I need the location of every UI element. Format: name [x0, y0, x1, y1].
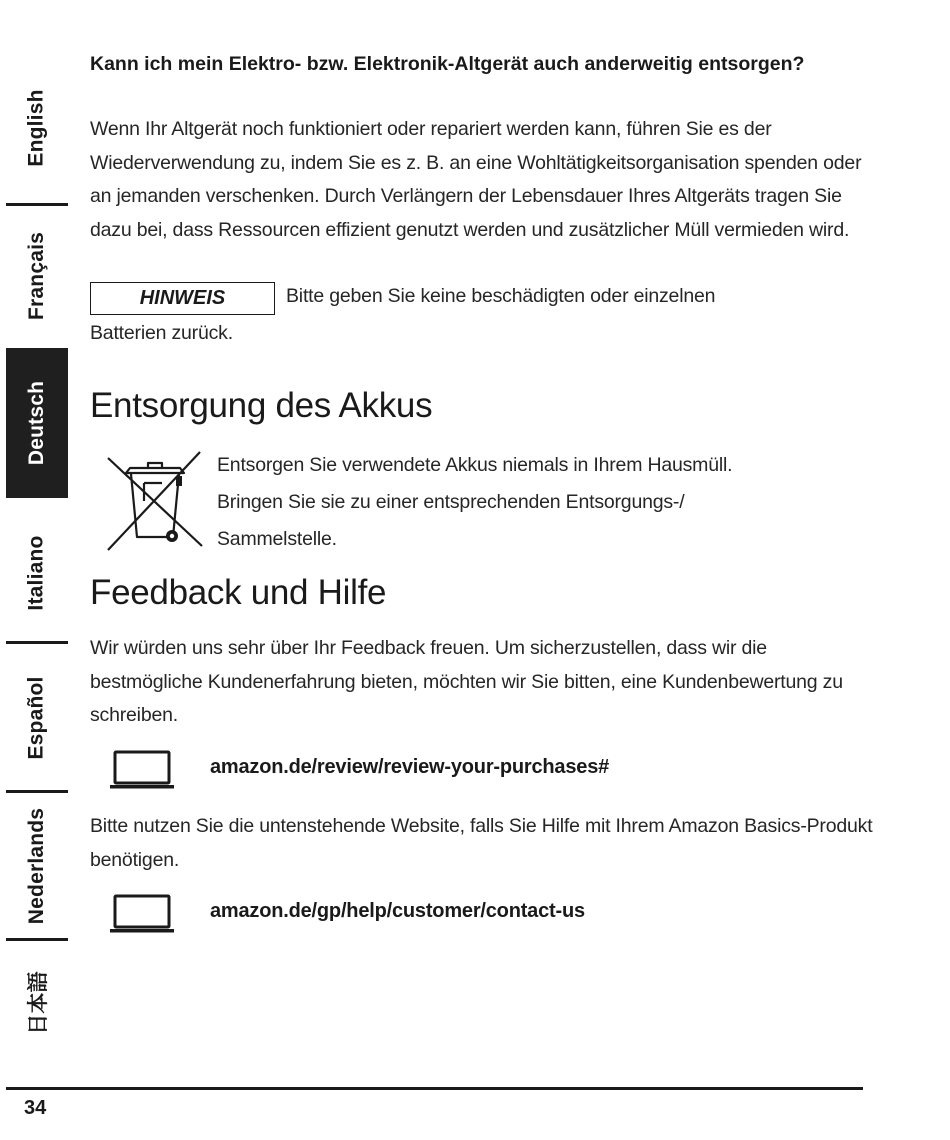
tab-divider [6, 641, 68, 644]
battery-disposal-line: Sammelstelle. [217, 528, 337, 550]
help-text: Bitte nutzen Sie die untenstehende Website, falls Sie Hilfe mit Ihrem Amazon Basics-Produkt benötigen. [90, 815, 873, 871]
footer-divider [6, 1087, 863, 1090]
tab-francais-label: Français [25, 232, 49, 320]
tab-japanese[interactable] [6, 945, 68, 1060]
tab-italiano[interactable] [6, 505, 68, 640]
tab-japanese-label: 日本語 [27, 970, 51, 1035]
notice-label: HINWEIS [90, 282, 275, 315]
tab-deutsch-label: Deutsch [25, 380, 49, 466]
tab-espanol-label: Español [25, 675, 48, 760]
notice-text: Bitte geben Sie keine beschädigten oder einzelnen [286, 285, 716, 307]
battery-disposal-line: Entsorgen Sie verwendete Akkus niemals in Ihrem Hausmüll. [217, 454, 733, 476]
help-link-row [110, 894, 880, 934]
review-link[interactable]: amazon.de/review/review-your-purchases# [210, 756, 610, 778]
help-link[interactable]: amazon.de/gp/help/customer/contact-us [210, 900, 585, 922]
notice-text-continued: Batterien zurück. [90, 322, 233, 344]
tab-english-label: English [25, 89, 48, 167]
notice [90, 282, 880, 318]
battery-disposal-heading: Entsorgung des Akkus [90, 386, 433, 425]
tab-divider [6, 938, 68, 941]
tab-english[interactable] [6, 58, 68, 198]
battery-disposal-line: Bringen Sie sie zu einer entsprechenden Entsorgungs-/ [217, 491, 685, 513]
tab-divider [6, 790, 68, 793]
disposal-question-title: Kann ich mein Elektro- bzw. Elektronik-Altgerät auch anderweitig entsorgen? [90, 53, 805, 75]
review-link-row [110, 750, 880, 790]
tab-deutsch[interactable] [6, 348, 68, 498]
laptop-icon [110, 894, 174, 934]
laptop-icon [110, 750, 174, 790]
tab-italiano-label: Italiano [25, 534, 48, 611]
page-number: 34 [24, 1097, 47, 1119]
tab-divider [6, 203, 68, 206]
tab-nederlands-label: Nederlands [25, 807, 48, 925]
crossed-out-wheelie-bin-icon [100, 446, 208, 554]
tab-espanol[interactable] [6, 645, 68, 790]
disposal-question-body: Wenn Ihr Altgerät noch funktioniert oder repariert werden kann, führen Sie es der Wiederverwendung zu, indem Sie es z. B. an eine Wohltätigkeitsorganisation spenden oder an jemanden verschenken. Durch Verlängern der Lebensdauer Ihres Altgeräts tragen Sie dazu bei, dass Ressourcen effizient genutzt werden und zusätzlicher Müll vermieden wird. [90, 118, 862, 241]
battery-disposal-text [217, 447, 732, 558]
feedback-intro: Wir würden uns sehr über Ihr Feedback freuen. Um sicherzustellen, dass wir die bestmögliche Kundenerfahrung bieten, möchten wir Sie bitten, eine Kundenbewertung zu schreiben. [90, 637, 843, 726]
tab-francais[interactable] [6, 207, 68, 345]
language-tabs [0, 0, 68, 1140]
tab-nederlands[interactable] [6, 794, 68, 938]
feedback-heading: Feedback und Hilfe [90, 573, 387, 612]
